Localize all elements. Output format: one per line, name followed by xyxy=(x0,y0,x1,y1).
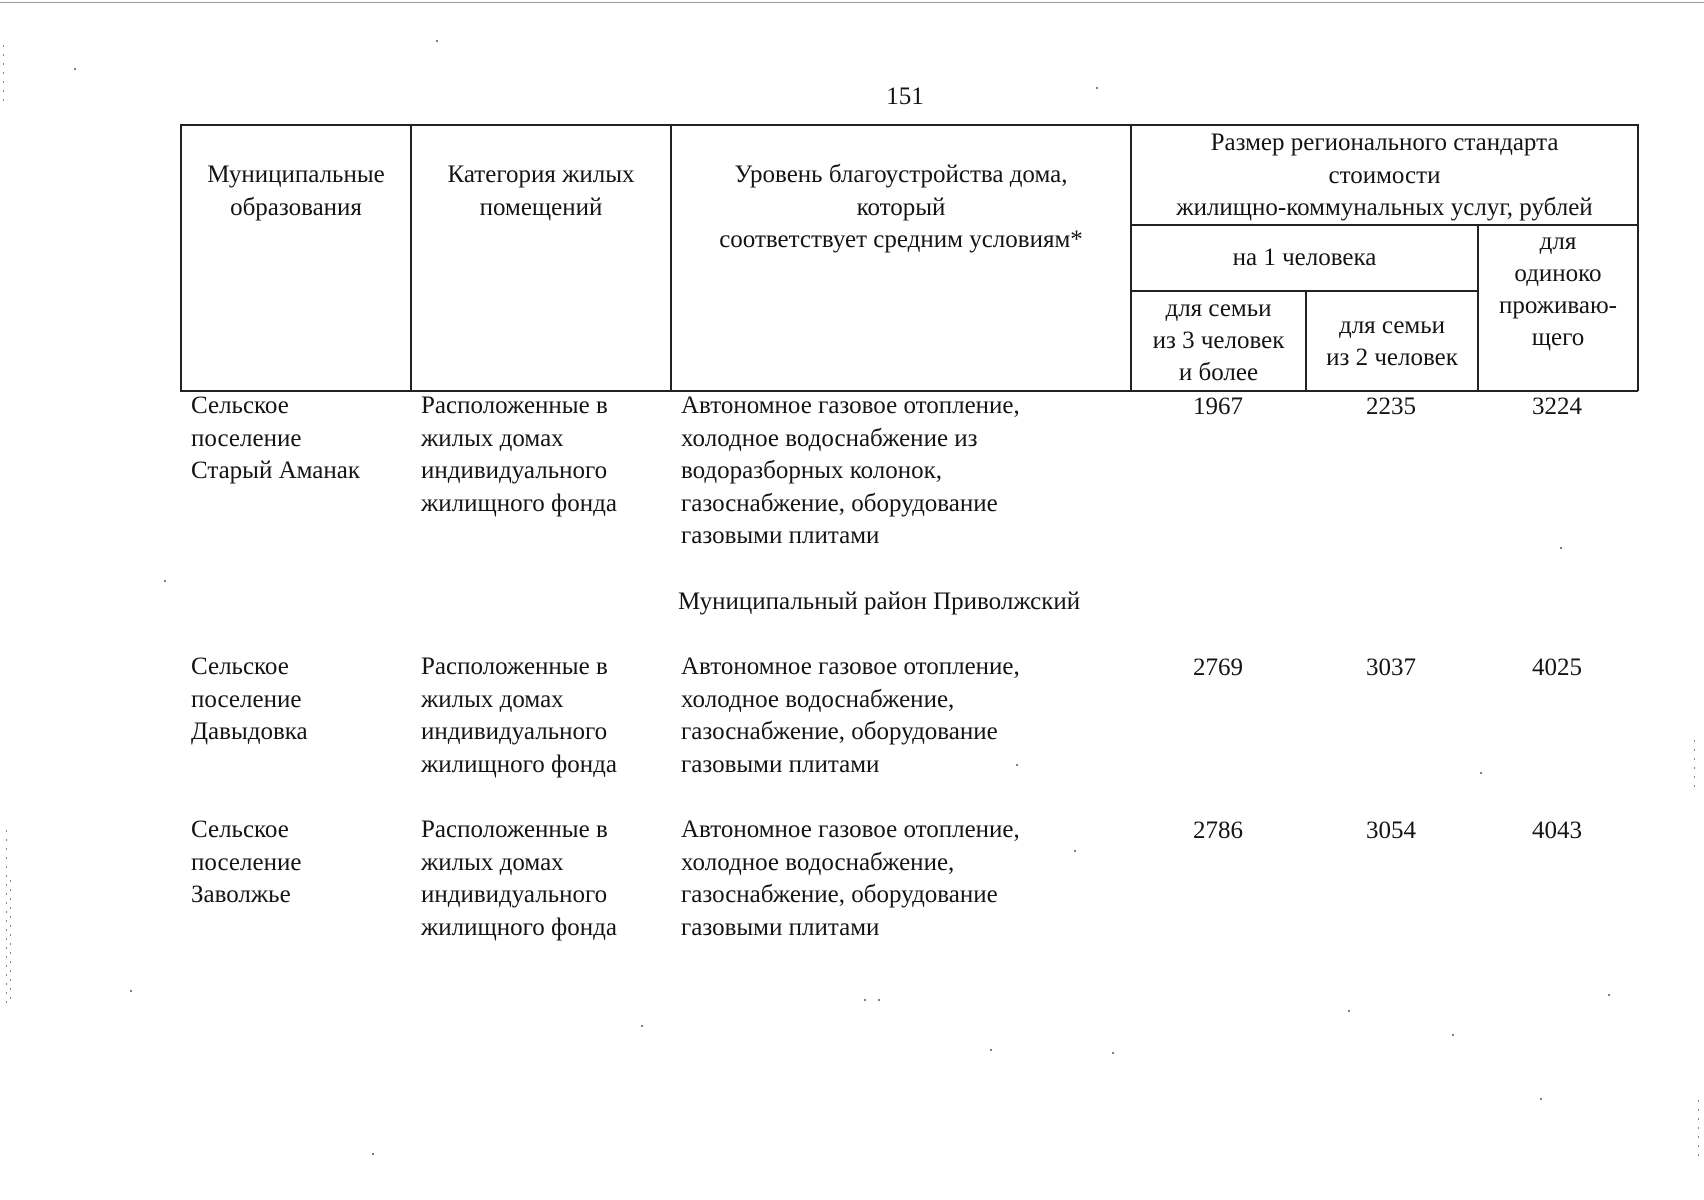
row-family2-value: 3037 xyxy=(1366,654,1416,681)
section-title: Муниципальный район Приволжский xyxy=(678,588,1081,615)
header-single: для одиноко проживаю- щего xyxy=(1499,228,1617,351)
page-number: 151 xyxy=(886,83,924,110)
row-single-value: 4043 xyxy=(1532,817,1582,844)
row-single-value: 4025 xyxy=(1532,654,1582,681)
row-family2-value: 3054 xyxy=(1366,817,1416,844)
header-standard: Размер регионального стандарта стоимости жилищно-коммунальных услуг, рублей xyxy=(1176,129,1593,221)
scan-edge-line xyxy=(0,2,1704,3)
row-family3-value: 1967 xyxy=(1193,393,1243,420)
row-family3-value: 2786 xyxy=(1193,817,1243,844)
header-per-person: на 1 человека xyxy=(1232,244,1377,271)
row-family3-value: 2769 xyxy=(1193,654,1243,681)
row-municipality: Сельское поселение Заволжье xyxy=(191,816,302,908)
row-category: Расположенные в жилых домах индивидуального жилищного фонда xyxy=(421,816,617,941)
row-level: Автономное газовое отопление, холодное водоснабжение, газоснабжение, оборудование газовыми плитами xyxy=(681,816,1020,941)
header-category: Категория жилых помещений xyxy=(447,161,635,221)
row-level: Автономное газовое отопление, холодное водоснабжение, газоснабжение, оборудование газовыми плитами xyxy=(681,653,1020,778)
header-level: Уровень благоустройства дома, который соответствует средним условиям* xyxy=(719,161,1083,253)
row-single-value: 3224 xyxy=(1532,393,1582,420)
row-level: Автономное газовое отопление, холодное водоснабжение из водоразборных колонок, газоснабжение, оборудование газовыми плитами xyxy=(681,392,1020,549)
row-municipality: Сельское поселение Старый Аманак xyxy=(191,392,361,484)
row-category: Расположенные в жилых домах индивидуального жилищного фонда xyxy=(421,392,617,517)
row-municipality: Сельское поселение Давыдовка xyxy=(191,653,308,745)
row-category: Расположенные в жилых домах индивидуального жилищного фонда xyxy=(421,653,617,778)
header-family3: для семьи из 3 человек и более xyxy=(1152,295,1285,386)
header-family2: для семьи из 2 человек xyxy=(1326,312,1458,371)
row-family2-value: 2235 xyxy=(1366,393,1416,420)
header-municipalities: Муниципальные образования xyxy=(207,161,385,221)
